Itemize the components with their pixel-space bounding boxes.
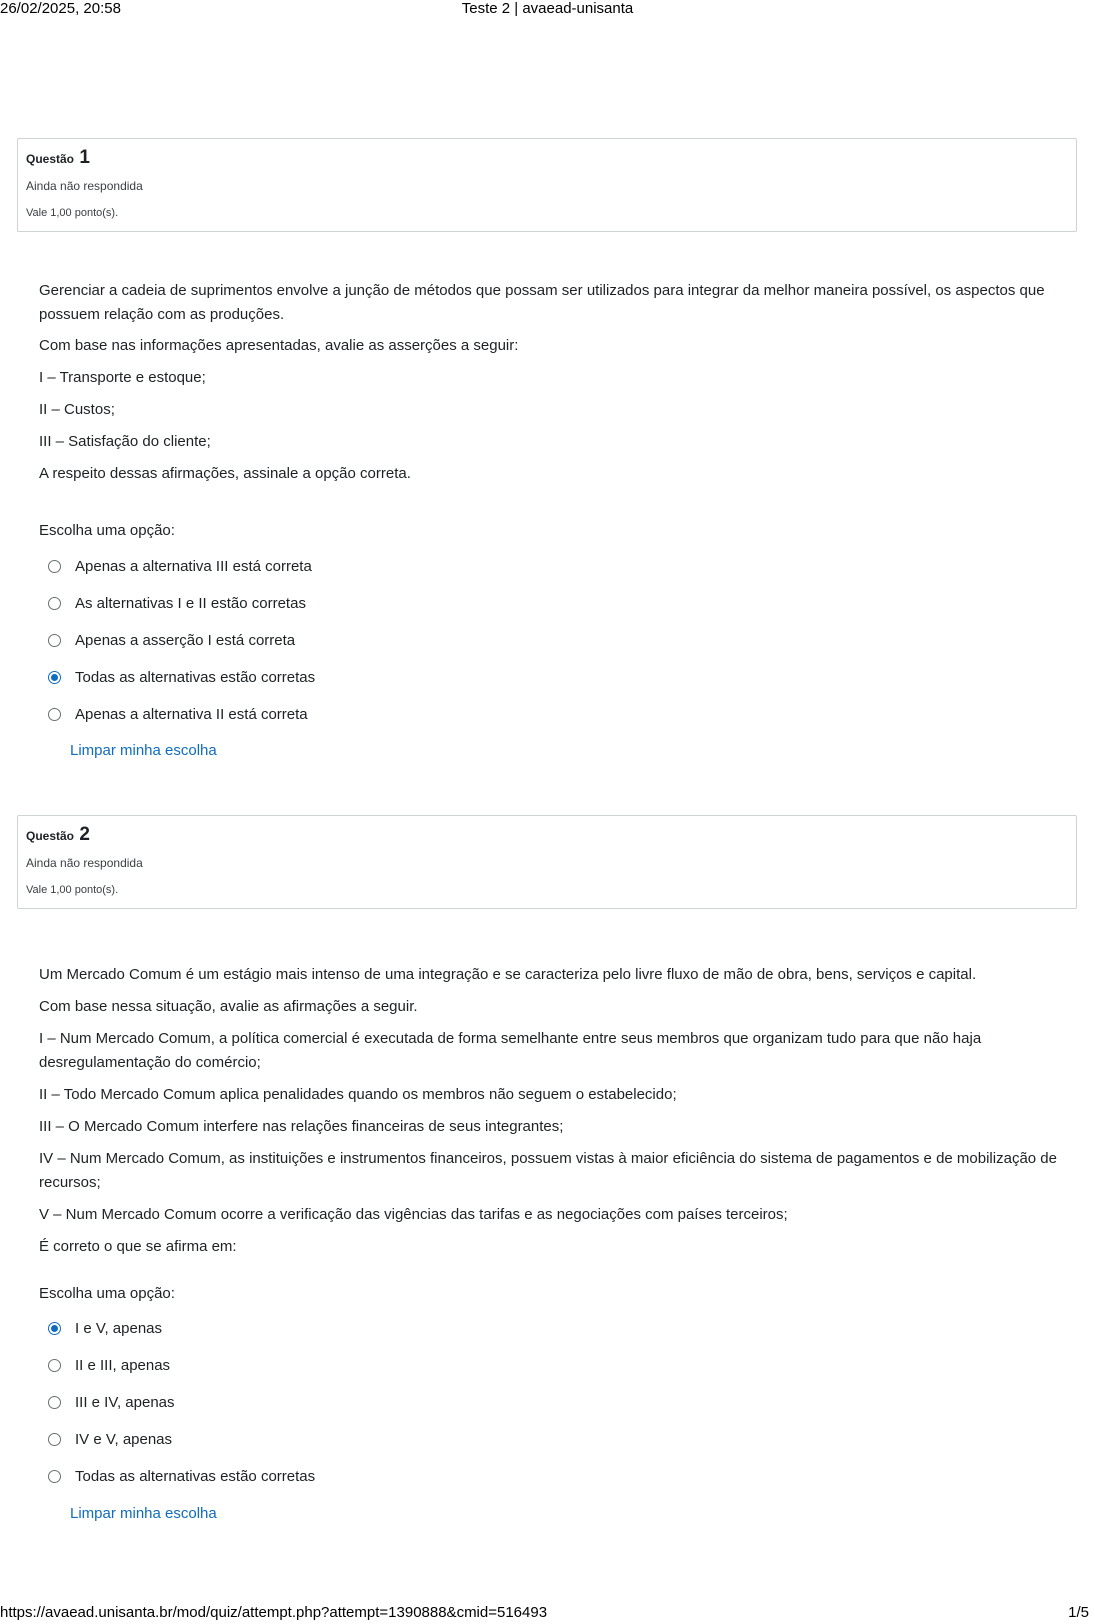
choose-option-prompt: Escolha uma opção:: [39, 522, 175, 539]
question-number: [26, 147, 90, 169]
radio-button[interactable]: [48, 560, 61, 573]
answer-option[interactable]: [48, 593, 306, 613]
question-paragraph: Um Mercado Comum é um estágio mais intenso de uma integração e se caracteriza pelo livre fluxo de mão de obra, bens, serviços e capital.: [39, 966, 977, 983]
question-paragraph: IV – Num Mercado Comum, as instituições e instrumentos financeiros, possuem vistas à maior eficiência do sistema de pagamentos e de mobilização de recursos;: [39, 1150, 1057, 1191]
answer-option[interactable]: [48, 1466, 315, 1486]
question-grade: Vale 1,00 ponto(s).: [26, 207, 119, 219]
question-paragraph: V – Num Mercado Comum ocorre a verificação das vigências das tarifas e as negociações com países terceiros;: [39, 1206, 788, 1223]
radio-button[interactable]: [48, 1396, 61, 1409]
radio-button[interactable]: [48, 634, 61, 647]
question-label: Questão: [26, 152, 75, 166]
question-text: [39, 279, 1069, 494]
question-paragraph: II – Custos;: [39, 401, 115, 418]
answer-option[interactable]: [48, 1392, 175, 1412]
answer-option-label[interactable]: Todas as alternativas estão corretas: [75, 1467, 316, 1485]
answer-option-label[interactable]: I e V, apenas: [75, 1319, 163, 1337]
radio-button[interactable]: [48, 1433, 61, 1446]
answer-option-selected[interactable]: [48, 667, 315, 687]
answer-option-label[interactable]: Apenas a alternativa II está correta: [75, 705, 308, 723]
answer-option-label[interactable]: Apenas a alternativa III está correta: [75, 557, 312, 575]
print-header: [0, 0, 1095, 18]
answer-option-label[interactable]: Todas as alternativas estão corretas: [75, 668, 316, 686]
clear-choice-link[interactable]: Limpar minha escolha: [70, 742, 217, 759]
answer-option-selected[interactable]: [48, 1318, 162, 1338]
question-paragraph: III – Satisfação do cliente;: [39, 433, 211, 450]
question-paragraph: É correto o que se afirma em:: [39, 1238, 237, 1255]
print-page-title: Teste 2 | avaead-unisanta: [461, 0, 634, 17]
question-state: Ainda não respondida: [26, 856, 143, 870]
answer-option-label[interactable]: III e IV, apenas: [75, 1393, 175, 1411]
answer-option[interactable]: [48, 1429, 172, 1449]
radio-button[interactable]: [48, 1359, 61, 1372]
answer-option-label[interactable]: As alternativas I e II estão corretas: [75, 594, 306, 612]
question-paragraph: Com base nas informações apresentadas, avalie as asserções a seguir:: [39, 337, 519, 354]
question-number-value: 2: [79, 824, 90, 845]
print-datetime: 26/02/2025, 20:58: [0, 0, 121, 17]
question-paragraph: III – O Mercado Comum interfere nas relações financeiras de seus integrantes;: [39, 1118, 564, 1135]
question-paragraph: Gerenciar a cadeia de suprimentos envolve a junção de métodos que possam ser utilizados para integrar da melhor maneira possível, os aspectos que possuem relação com as produções.: [39, 282, 1045, 323]
question-paragraph: A respeito dessas afirmações, assinale a opção correta.: [39, 465, 411, 482]
question-info-box: [17, 138, 1077, 232]
question-number-value: 1: [79, 147, 90, 168]
answer-option-label[interactable]: II e III, apenas: [75, 1356, 171, 1374]
answer-option[interactable]: [48, 556, 312, 576]
question-paragraph: Com base nessa situação, avalie as afirmações a seguir.: [39, 998, 418, 1015]
print-page-number: 1/5: [1068, 1604, 1089, 1621]
print-url: https://avaead.unisanta.br/mod/quiz/attempt.php?attempt=1390888&cmid=516493: [0, 1604, 548, 1621]
print-footer: [0, 1604, 1095, 1622]
answer-option[interactable]: [48, 704, 308, 724]
radio-button-checked[interactable]: [48, 671, 61, 684]
question-info-box: [17, 815, 1077, 909]
question-label: Questão: [26, 829, 75, 843]
question-paragraph: I – Transporte e estoque;: [39, 369, 206, 386]
question-paragraph: I – Num Mercado Comum, a política comercial é executada de forma semelhante entre seus membros que organizam tudo para que não haja desregulamentação do comércio;: [39, 1030, 982, 1071]
answer-option-label[interactable]: Apenas a asserção I está correta: [75, 631, 296, 649]
clear-choice-link[interactable]: Limpar minha escolha: [70, 1505, 217, 1522]
question-number: [26, 824, 90, 846]
choose-option-prompt: Escolha uma opção:: [39, 1285, 175, 1302]
answer-option-label[interactable]: IV e V, apenas: [75, 1430, 173, 1448]
answer-option[interactable]: [48, 630, 295, 650]
answer-option[interactable]: [48, 1355, 170, 1375]
question-paragraph: II – Todo Mercado Comum aplica penalidades quando os membros não seguem o estabelecido;: [39, 1086, 677, 1103]
radio-button-checked[interactable]: [48, 1322, 61, 1335]
radio-button[interactable]: [48, 708, 61, 721]
question-state: Ainda não respondida: [26, 179, 143, 193]
radio-button[interactable]: [48, 1470, 61, 1483]
question-text: [39, 963, 1069, 1267]
radio-button[interactable]: [48, 597, 61, 610]
question-grade: Vale 1,00 ponto(s).: [26, 884, 119, 896]
